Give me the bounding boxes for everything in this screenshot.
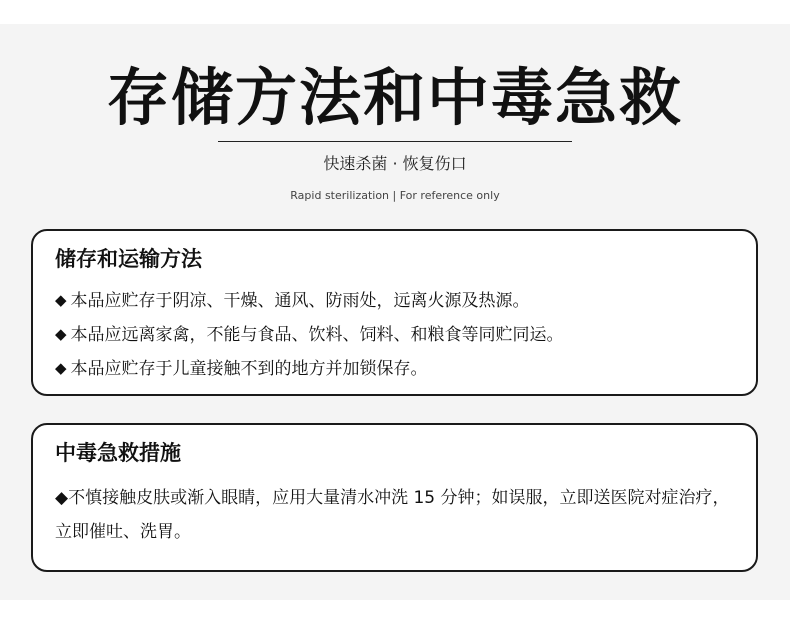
diamond-bullet-icon: ◆	[55, 359, 67, 377]
first-aid-heading: 中毒急救措施	[55, 441, 181, 465]
storage-item-text: 本品应远离家禽，不能与食品、饮料、饲料、和粮食等同贮同运。	[70, 325, 564, 345]
storage-transport-panel	[31, 229, 758, 396]
diamond-bullet-icon: ◆	[55, 291, 67, 309]
page-subtitle: 快速杀菌 · 恢复伤口	[323, 154, 467, 173]
page-title: 存储方法和中毒急救	[106, 61, 683, 134]
title-divider	[218, 141, 572, 142]
storage-item	[55, 289, 530, 312]
storage-item	[55, 323, 564, 346]
page-subtitle-english: Rapid sterilization | For reference only	[290, 189, 500, 202]
storage-item	[55, 357, 428, 380]
first-aid-panel	[31, 423, 758, 572]
storage-item-text: 本品应贮存于阴凉、干燥、通风、防雨处，远离火源及热源。	[70, 291, 530, 311]
storage-heading: 储存和运输方法	[55, 247, 202, 271]
first-aid-text: ◆不慎接触皮肤或渐入眼睛，应用大量清水冲洗 15 分钟；如误服，立即送医院对症治疗，立即催吐、洗胃。	[55, 488, 730, 542]
diamond-bullet-icon: ◆	[55, 325, 67, 343]
storage-item-text: 本品应贮存于儿童接触不到的地方并加锁保存。	[70, 359, 428, 379]
